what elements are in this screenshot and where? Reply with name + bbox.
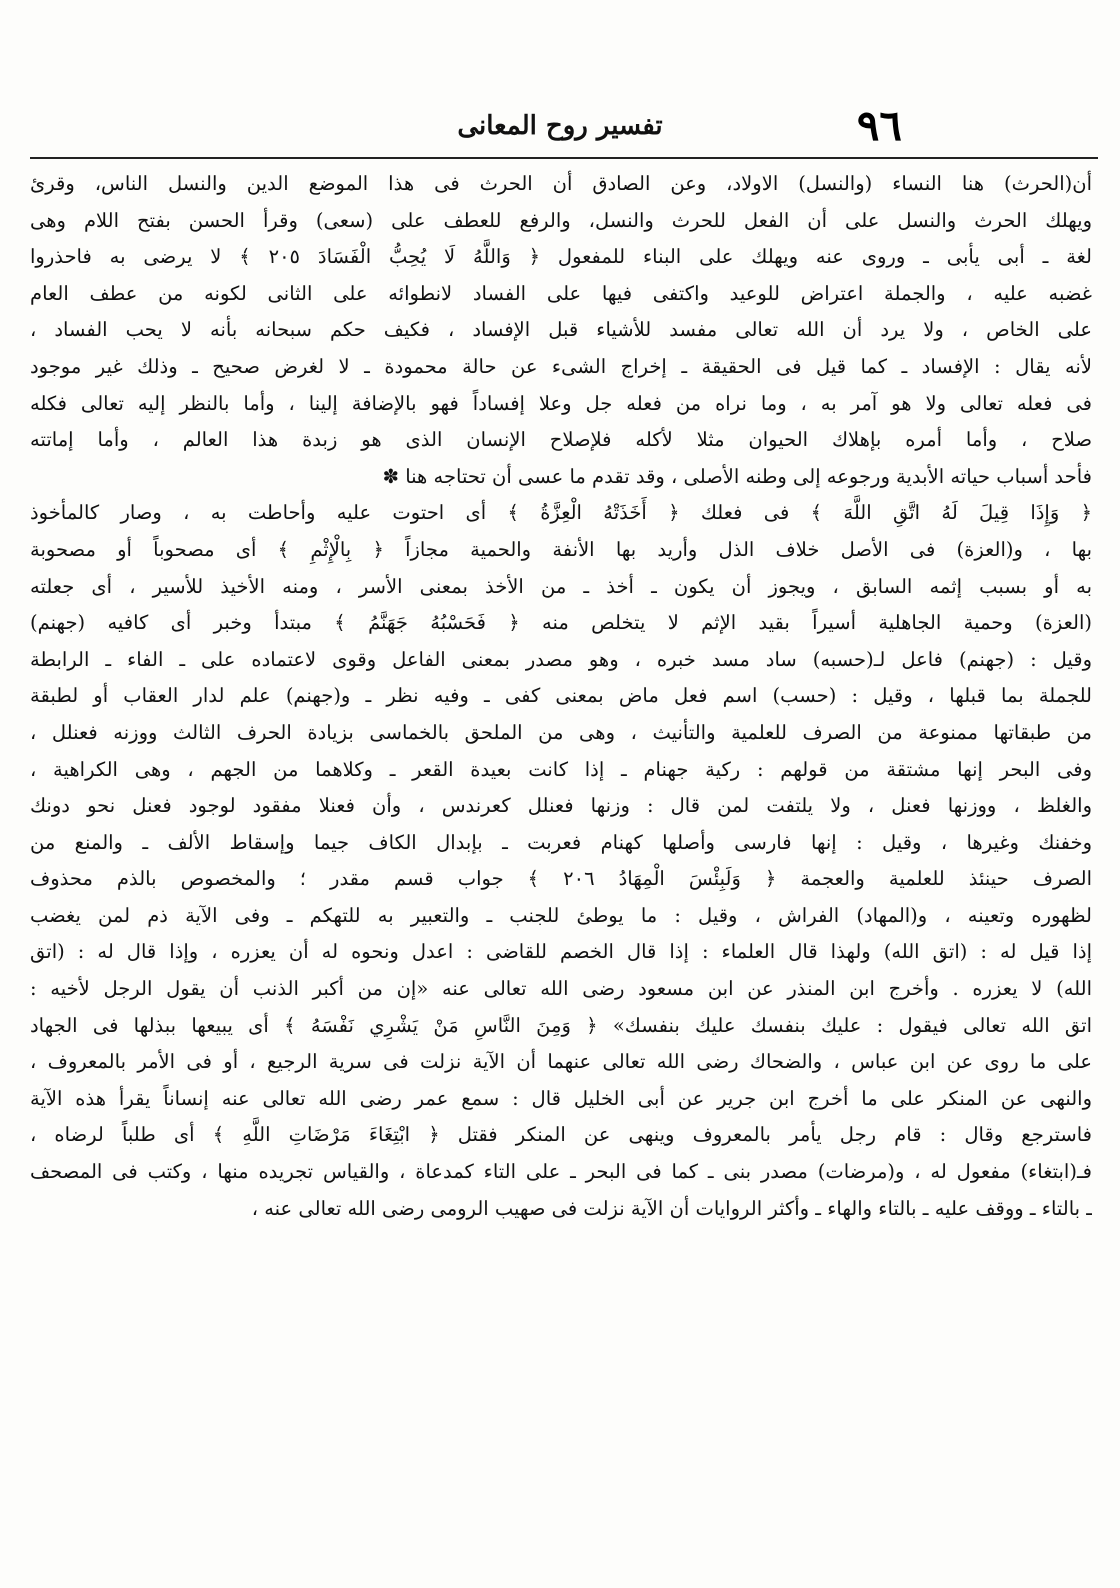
text-line: فاسترجع وقال : قام رجل يأمر بالمعروف وينهى عن المنكر فقتل ﴿ ابْتِغَاءَ مَرْضَاتِ اللَّهِ ﴾ أى طلباً لرضاه ، — [30, 1123, 1092, 1147]
text-line: على الخاص ، ولا يرد أن الله تعالى مفسد للأشياء قبل الإفساد ، فكيف حكم سبحانه بأنه لا يحب الفساد ، — [30, 318, 1092, 342]
text-line: فى فعله تعالى ولا هو آمر به ، وما نراه من فعله جل وعلا إفساداً فهو بالإضافة إلينا ، وأما بالنظر إليه تعالى فكله — [30, 391, 1092, 415]
text-line: والغلظ ، ووزنها فعنل ، ولا يلتفت لمن قال : وزنها فعنلل كعرندس ، وأن فعنلا مفقود لوجود فعنل نحو دونك — [30, 794, 1092, 818]
text-line: على ما روى عن ابن عباس ، والضحاك رضى الله تعالى عنهما أن الآية نزلت فى سرية الرجيع ، أو فى الأمر بالمعروف ، — [30, 1050, 1092, 1074]
text-line: ﴿ وَإِذَا قِيلَ لَهُ اتَّقِ اللَّهَ ﴾ فى فعلك ﴿ أَخَذَتْهُ الْعِزَّةُ ﴾ أى احتوت عليه وأحاطت به ، وصار كالمأخوذ — [30, 501, 1092, 525]
text-line: أن(الحرث) هنا النساء (والنسل) الاولاد، وعن الصادق أن الحرث فى هذا الموضع الدين والنسل الناس، وقرئ — [30, 172, 1092, 195]
header-rule — [30, 157, 1098, 159]
text-line: والنهى عن المنكر على ما أخرج ابن جرير عن أبى الخليل قال : سمع عمر رضى الله تعالى عنه إنساناً يقرأ هذه الآية — [30, 1086, 1092, 1110]
text-line: (العزة) وحمية الجاهلية أسيراً بقيد الإثم لا يتخلص منه ﴿ فَحَسْبُهُ جَهَنَّمُ ﴾ مبتدأ وخبر أى كافيه (جهنم) — [30, 611, 1092, 635]
text-line: فأحد أسباب حياته الأبدية ورجوعه إلى وطنه الأصلى ، وقد تقدم ما عسى أن تحتاجه هنا ✽ — [382, 464, 1092, 488]
text-line: إذا قيل له : (اتق الله) ولهذا قال العلماء : إذا قال الخصم للقاضى : اعدل ونحوه له أن يعزره ، وإذا قال له : (اتق — [30, 940, 1092, 964]
running-title: تفسير روح المعانى — [457, 111, 663, 141]
text-line: لظهوره وتعينه ، و(المهاد) الفراش ، وقيل : ما يوطئ للجنب ـ والتعبير به للتهكم ـ وفى الآية ذم لمن يغضب — [30, 903, 1092, 927]
text-line: لغة ـ أبى يأبى ـ وروى عنه ويهلك على البناء للمفعول ﴿ وَاللَّهُ لَا يُحِبُّ الْفَسَادَ ٢٠٥ ﴾ لا يرضى به فاحذروا — [30, 245, 1092, 269]
text-line: الله) لا يعزره . وأخرج ابن المنذر عن ابن مسعود رضى الله تعالى عنه «إن من أكبر الذنب أن يقول الرجل لأخيه : — [30, 977, 1092, 1001]
text-line: به أو بسبب إثمه السابق ، ويجوز أن يكون ـ أخذ ـ من الأخذ بمعنى الأسر ، ومنه الأخيذ للأسير ، أى جعلته — [30, 574, 1092, 598]
body-text — [30, 166, 1092, 1227]
page-header — [30, 96, 1090, 156]
text-line: بها ، و(العزة) فى الأصل خلاف الذل وأريد بها الأنفة والحمية مجازاً ﴿ بِالْإِثْمِ ﴾ أى مصحوباً أو مصحوبة — [30, 537, 1092, 561]
text-line: ويهلك الحرث والنسل على أن الفعل للحرث والنسل، والرفع للعطف على (سعى) وقرأ الحسن بفتح اللام وهى — [30, 208, 1092, 232]
text-line: وفى البحر إنها مشتقة من قولهم : ركية جهنام ـ إذا كانت بعيدة القعر ـ وكلاهما من الجهم ، وهى الكراهية ، — [30, 757, 1092, 781]
text-line: صلاح ، وأما أمره بإهلاك الحيوان مثلا لأكله فلإصلاح الإنسان الذى هو زبدة هذا العالم ، وأما إماتته — [30, 428, 1092, 452]
text-line: للجملة بما قبلها ، وقيل : (حسب) اسم فعل ماض بمعنى كفى ـ وفيه نظر ـ و(جهنم) علم لدار العقاب أو لطبقة — [30, 684, 1092, 708]
text-line: ـ بالتاء ـ ووقف عليه ـ بالتاء والهاء ـ وأكثر الروايات أن الآية نزلت فى صهيب الرومى رضى الله تعالى عنه ، — [251, 1196, 1092, 1220]
text-line: وخفنك وغيرها ، وقيل : إنها فارسى وأصلها كهنام فعربت ـ بإبدال الكاف جيما وإسقاط الألف ـ والمنع من — [30, 830, 1092, 854]
text-line: من طبقاتها ممنوعة من الصرف للعلمية والتأنيث ، وهى من الملحق بالخماسى بزيادة الحرف الثالث ووزنه فعنلل ، — [30, 720, 1092, 744]
text-line: وقيل : (جهنم) فاعل لـ(حسبه) ساد مسد خبره ، وهو مصدر بمعنى الفاعل وقوى لاعتماده على ـ الفاء ـ الرابطة — [30, 647, 1092, 671]
page-number: ٩٦ — [856, 101, 902, 150]
text-line: فـ(ابتغاء) مفعول له ، و(مرضات) مصدر بنى ـ كما فى البحر ـ على التاء كمدعاة ، والقياس تجريده منها ، وكتب فى المصحف — [30, 1160, 1092, 1184]
text-line: الصرف حينئذ للعلمية والعجمة ﴿ وَلَبِئْسَ الْمِهَادُ ٢٠٦ ﴾ جواب قسم مقدر ؛ والمخصوص بالذم محذوف — [30, 867, 1092, 891]
text-line: غضبه عليه ، والجملة اعتراض للوعيد واكتفى فيها على الفساد لانطوائه على الثانى لكونه من عطف العام — [30, 281, 1092, 305]
text-line: لأنه يقال : الإفساد ـ كما قيل فى الحقيقة ـ إخراج الشىء عن حالة محمودة ـ لا لغرض صحيح ـ وذلك غير موجود — [30, 354, 1092, 378]
text-line: اتق الله تعالى فيقول : عليك بنفسك عليك بنفسك» ﴿ وَمِنَ النَّاسِ مَنْ يَشْرِي نَفْسَهُ ﴾ أى يبيعها ببذلها فى الجهاد — [30, 1013, 1092, 1037]
